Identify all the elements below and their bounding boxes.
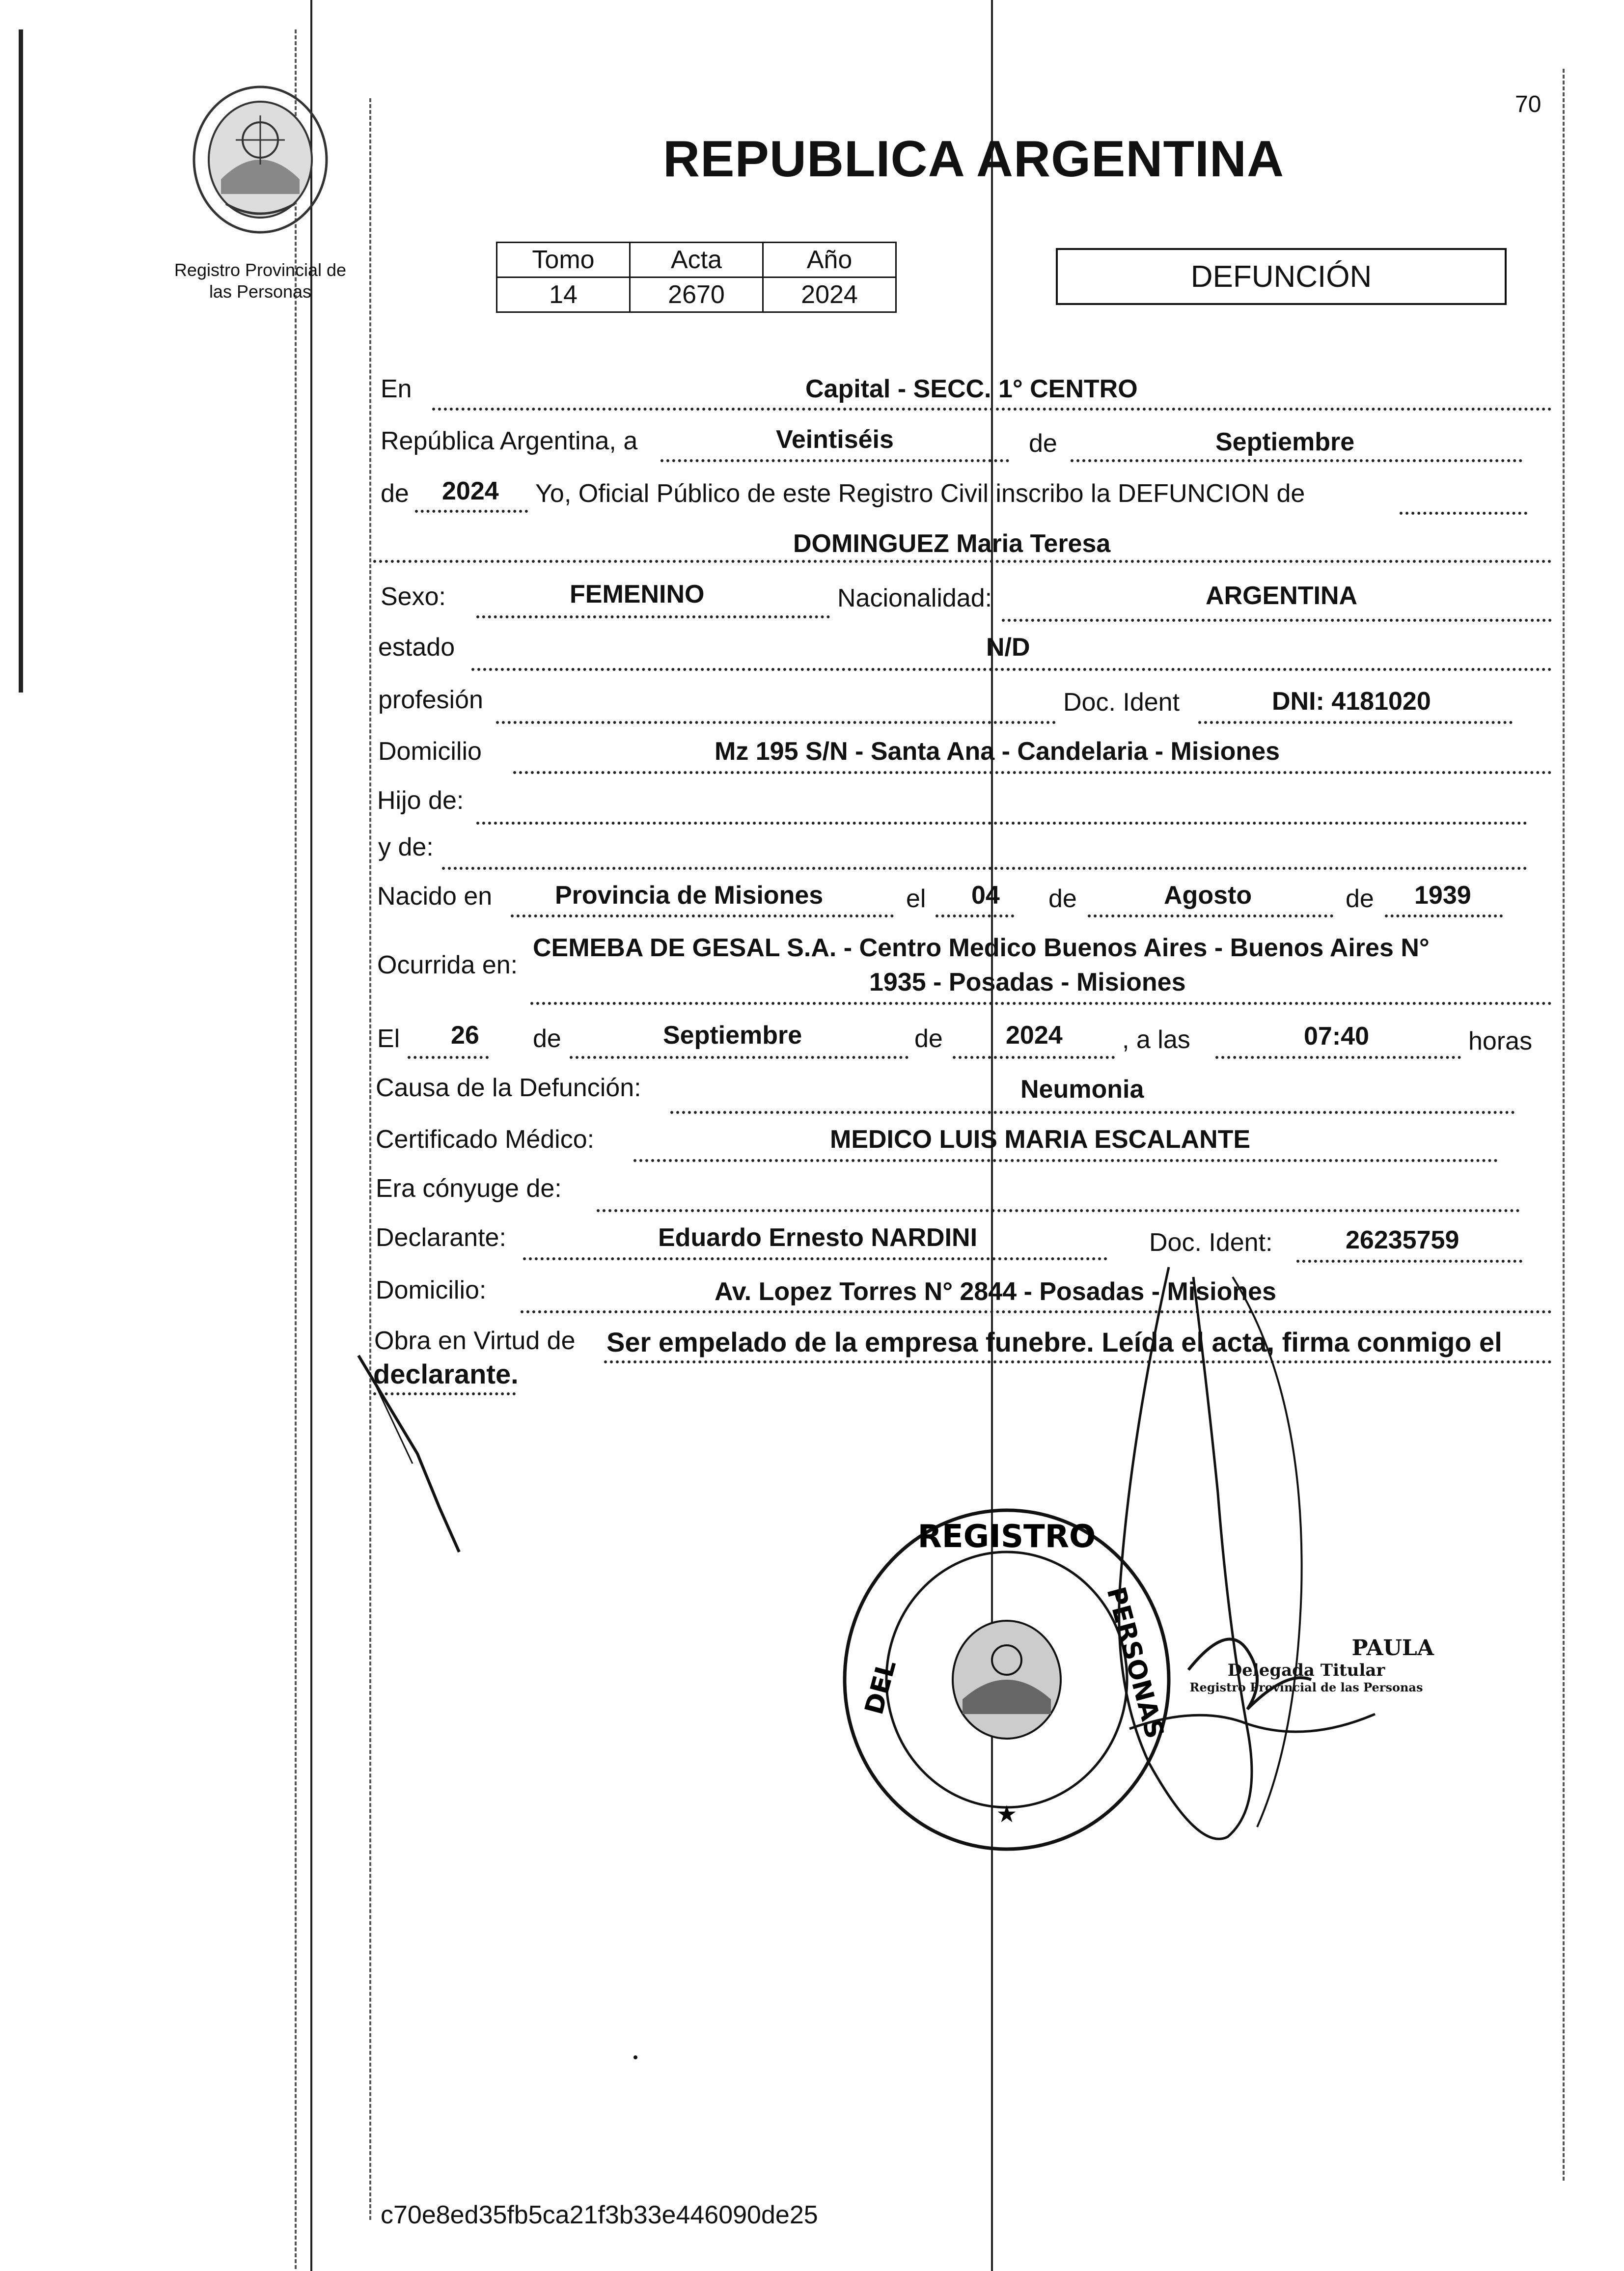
anio-value: 2024 [763, 277, 896, 312]
causa-line [670, 1111, 1515, 1114]
domicilio-value: Mz 195 S/N - Santa Ana - Candelaria - Misiones [715, 737, 1280, 766]
officer-stamp-line2: Delegada Titular [1227, 1661, 1385, 1680]
anio-header: Año [763, 243, 896, 277]
footer-hash: c70e8ed35fb5ca21f3b33e446090de25 [381, 2201, 818, 2229]
causa-label: Causa de la Defunción: [376, 1074, 641, 1102]
registry-caption-line2: las Personas [209, 281, 312, 302]
birth-year-line [1385, 914, 1503, 917]
death-year: 2024 [1006, 1021, 1063, 1050]
birth-day-line [936, 914, 1014, 917]
declarante-label: Declarante: [376, 1223, 506, 1252]
ocurrida-label: Ocurrida en: [377, 951, 518, 979]
fold-line-left [310, 0, 312, 2271]
birth-de2-label: de [1346, 885, 1374, 913]
birth-de1-label: de [1048, 885, 1077, 913]
nacionalidad-label: Nacionalidad: [837, 584, 992, 612]
birth-month: Agosto [1164, 881, 1252, 910]
hijo-de-label: Hijo de: [377, 786, 464, 815]
doc-ident-line [1198, 721, 1513, 724]
margin-dash-left [369, 98, 371, 2220]
fold-dash-left [295, 29, 297, 2269]
death-de1-label: de [533, 1025, 561, 1053]
declarante-domicilio-value: Av. Lopez Torres N° 2844 - Posadas - Misiones [715, 1277, 1276, 1306]
svg-text:PERSONAS: PERSONAS [1101, 1583, 1170, 1742]
hijo-de-line [476, 822, 1527, 825]
margin-dash-right [1563, 69, 1565, 2181]
svg-text:★: ★ [996, 1800, 1018, 1828]
officer-tail-line [1400, 512, 1527, 515]
tomo-value: 14 [497, 277, 630, 312]
page-title: REPUBLICA ARGENTINA [663, 131, 1285, 188]
left-edge-mark [19, 29, 23, 692]
estado-value: N/D [986, 633, 1030, 662]
deceased-name: DOMINGUEZ Maria Teresa [793, 529, 1111, 558]
republic-label: República Argentina, a [381, 427, 638, 455]
profesion-label: profesión [378, 686, 483, 714]
death-time: 07:40 [1304, 1022, 1369, 1051]
acta-header: Acta [630, 243, 763, 277]
estado-label: estado [378, 633, 455, 662]
domicilio-line [513, 771, 1552, 774]
officer-stamp-text [1179, 1635, 1434, 1694]
en-line [432, 408, 1552, 411]
record-index-table [496, 242, 897, 313]
profesion-line [496, 721, 1056, 724]
ocurrida-line [530, 1002, 1552, 1005]
sexo-value: FEMENINO [570, 580, 705, 609]
causa-value: Neumonia [1020, 1075, 1144, 1104]
estado-line [471, 668, 1552, 671]
month-value: Septiembre [1215, 428, 1355, 456]
horas-label: horas [1468, 1027, 1533, 1055]
birth-day: 04 [971, 881, 1000, 910]
death-month: Septiembre [663, 1021, 802, 1050]
day-words-value: Veintiséis [776, 425, 894, 454]
nacionalidad-value: ARGENTINA [1206, 582, 1358, 610]
obra-value-line1: Ser empelado de la empresa funebre. Leída el acta, firma conmigo el [606, 1327, 1502, 1357]
death-de2-label: de [914, 1025, 943, 1053]
declarante-domicilio-label: Domicilio: [376, 1276, 487, 1304]
registry-caption [162, 259, 358, 303]
death-day-line [408, 1056, 489, 1059]
alas-label: , a las [1122, 1025, 1190, 1054]
nacido-en-label: Nacido en [377, 882, 493, 911]
officer-stamp-line3: Registro Provincial de las Personas [1189, 1680, 1423, 1694]
provincial-seal-icon [187, 81, 334, 238]
nacido-en-value: Provincia de Misiones [555, 881, 824, 910]
conyuge-label: Era cónyuge de: [376, 1174, 562, 1203]
conyuge-line [597, 1209, 1520, 1212]
year-prefix-label: de [381, 479, 409, 508]
declarante-doc-value: 26235759 [1346, 1226, 1459, 1254]
record-index-value-row [497, 277, 896, 312]
birth-el-label: el [906, 885, 926, 913]
death-month-line [570, 1056, 908, 1059]
registry-caption-line1: Registro Provincial de [174, 260, 347, 280]
certificado-value: MEDICO LUIS MARIA ESCALANTE [830, 1125, 1251, 1154]
year-line [415, 510, 528, 513]
month-de-label: de [1029, 429, 1057, 458]
sexo-line [476, 615, 830, 618]
tomo-header: Tomo [497, 243, 630, 277]
death-day: 26 [451, 1021, 479, 1050]
death-el-label: El [377, 1025, 400, 1053]
acta-value: 2670 [630, 277, 763, 312]
nacido-en-line [511, 914, 894, 917]
page-number: 70 [1515, 91, 1541, 117]
deceased-name-line [373, 560, 1552, 563]
obra-label: Obra en Virtud de [374, 1327, 576, 1355]
sexo-label: Sexo: [381, 582, 446, 611]
death-time-line [1215, 1056, 1461, 1059]
domicilio-label: Domicilio [378, 737, 482, 766]
declarante-line [523, 1257, 1107, 1260]
en-value: Capital - SECC. 1° CENTRO [805, 375, 1138, 403]
record-index-header-row [497, 243, 896, 277]
y-de-line [442, 867, 1527, 870]
en-label: En [381, 375, 412, 403]
y-de-label: y de: [378, 833, 434, 861]
obra-value-line2: declarante. [373, 1358, 519, 1389]
record-type-box: DEFUNCIÓN [1056, 248, 1507, 305]
stray-dot [633, 2055, 637, 2059]
ocurrida-line1: CEMEBA DE GESAL S.A. - Centro Medico Buenos Aires - Buenos Aires N° [533, 934, 1430, 962]
doc-ident-label: Doc. Ident [1063, 688, 1180, 717]
officer-signature [1100, 1247, 1454, 1876]
birth-month-line [1088, 914, 1333, 917]
month-line [1071, 459, 1522, 462]
day-words-line [661, 459, 1009, 462]
declarante-doc-label: Doc. Ident: [1149, 1228, 1273, 1257]
declarant-signature [344, 1336, 491, 1557]
officer-statement: Yo, Oficial Público de este Registro Civil inscribo la DEFUNCION de [535, 479, 1305, 508]
svg-text:REGISTRO: REGISTRO [917, 1519, 1096, 1555]
year-value: 2024 [442, 477, 499, 505]
svg-text:DEL: DEL [859, 1657, 903, 1718]
doc-ident-value: DNI: 4181020 [1272, 687, 1431, 716]
declarante-value: Eduardo Ernesto NARDINI [658, 1223, 978, 1252]
birth-year: 1939 [1414, 881, 1471, 910]
ocurrida-line2: 1935 - Posadas - Misiones [869, 968, 1186, 997]
certificado-label: Certificado Médico: [376, 1125, 595, 1154]
certificado-line [633, 1159, 1498, 1162]
nacionalidad-line [1002, 619, 1552, 622]
death-year-line [953, 1056, 1115, 1059]
officer-stamp-line1: PAULA [1351, 1635, 1434, 1661]
